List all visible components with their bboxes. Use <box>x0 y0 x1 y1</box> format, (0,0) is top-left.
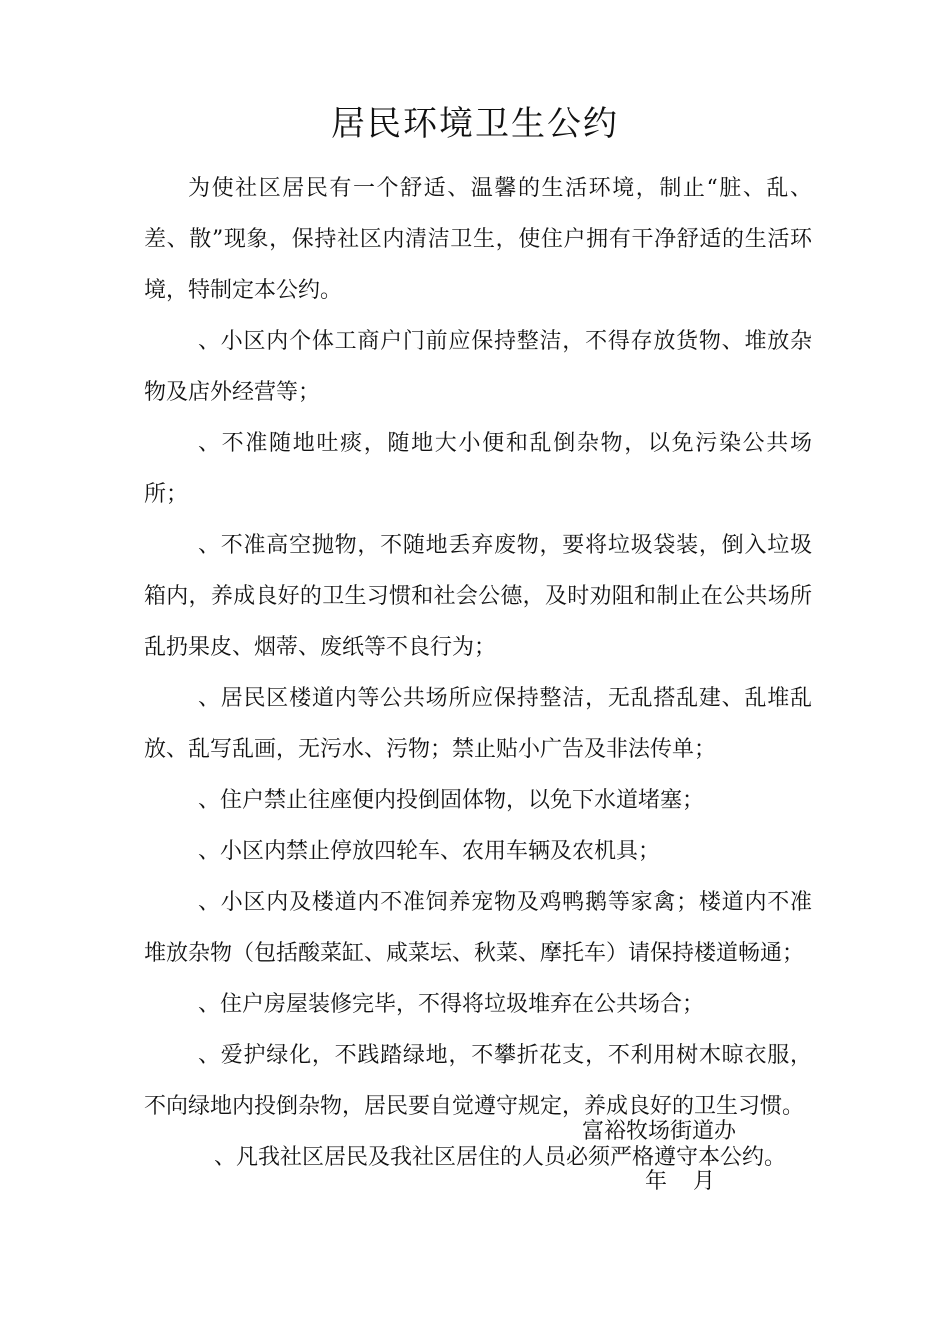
issuer-signature: 富裕牧场街道办 <box>582 1119 737 1144</box>
date-month-label: 月 <box>693 1169 716 1194</box>
rule-item-7: 、小区内及楼道内不准饲养宠物及鸡鸭鹅等家禽；楼道内不准堆放杂物（包括酸菜缸、咸菜坛、秋菜、摩托车）请保持楼道畅通； <box>144 890 812 966</box>
issue-date <box>645 1162 715 1202</box>
document-body <box>144 163 812 1183</box>
rule-item-6: 、小区内禁止停放四轮车、农用车辆及农机具； <box>198 839 661 864</box>
rule-item-4: 、居民区楼道内等公共场所应保持整洁，无乱搭乱建、乱堆乱放、乱写乱画，无污水、污物；禁止贴小广告及非法传单； <box>144 686 812 762</box>
rule-item-2: 、不准随地吐痰，随地大小便和乱倒杂物，以免污染公共场所； <box>144 431 812 507</box>
rule-item-8: 、住户房屋装修完毕，不得将垃圾堆弃在公共场合； <box>198 992 705 1017</box>
intro-paragraph: 为使社区居民有一个舒适、温馨的生活环境，制止“脏、乱、差、散”现象，保持社区内清洁卫生，使住户拥有干净舒适的生活环境，特制定本公约。 <box>144 176 812 303</box>
rule-item-5: 、住户禁止往座便内投倒固体物，以免下水道堵塞； <box>198 788 705 813</box>
date-year-label: 年 <box>645 1169 668 1194</box>
rule-item-10: 、凡我社区居民及我社区居住的人员必须严格遵守本公约。 <box>214 1145 787 1170</box>
document-title: 居民环境卫生公约 <box>331 104 619 144</box>
rule-item-9: 、爱护绿化，不践踏绿地，不攀折花支，不利用树木晾衣服，不向绿地内投倒杂物，居民要自觉遵守规定，养成良好的卫生习惯。 <box>144 1043 812 1119</box>
rule-item-3: 、不准高空抛物，不随地丢弃废物，要将垃圾袋装，倒入垃圾箱内，养成良好的卫生习惯和社会公德，及时劝阻和制止在公共场所乱扔果皮、烟蒂、废纸等不良行为； <box>144 533 812 660</box>
rule-item-1: 、小区内个体工商户门前应保持整洁，不得存放货物、堆放杂物及店外经营等； <box>144 329 812 405</box>
